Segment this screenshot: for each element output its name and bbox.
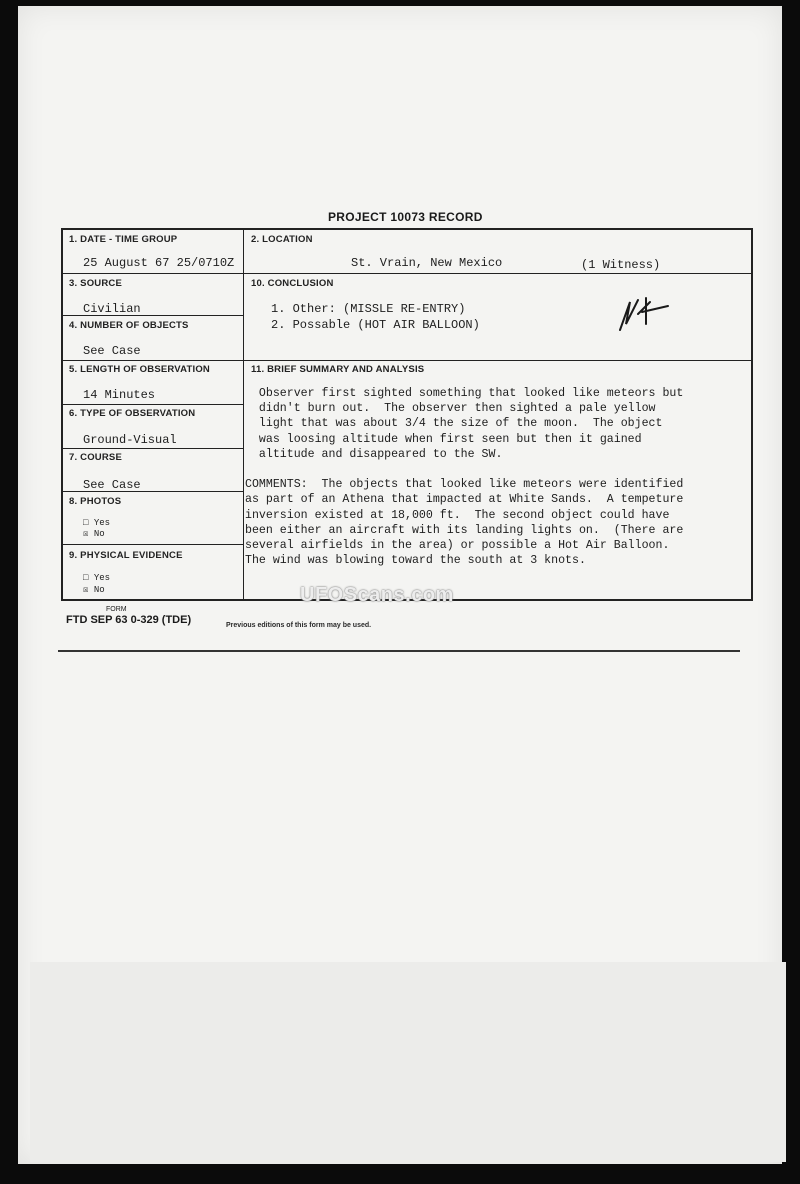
course-value: See Case [83,478,141,492]
witness-count: (1 Witness) [581,258,661,272]
form-identifier [66,606,192,626]
photos-no-checkbox: ☒ [83,529,89,539]
type-of-observation-label: 6. TYPE OF OBSERVATION [69,408,196,419]
location-value: St. Vrain, New Mexico [351,256,503,270]
evidence-no-checkbox: ☒ [83,585,89,595]
evidence-no-label: No [93,585,105,595]
divider-location [243,273,753,274]
evidence-yes-label: Yes [93,573,111,583]
reviewer-initials [616,294,676,334]
divider-8 [63,544,243,545]
summary-text: Observer first sighted something that looked like meteors but didn't burn out. The observer then sighted a pale yellow light that was about 3/4 the size of the moon. The object was loosing altitude when first seen but then it gained altitude and disappeared to the SW. COMMENTS: The objects that looked like meteors were identified as part of an Athena that impacted at White Sands. A tempeture inversion existed at 18,000 ft. The second object could have been either an aircraft with its landing lights on. (There are several airfields in the area) or possible a Hot Air Balloon. The wind was blowing toward the south at 3 knots. [245,387,684,568]
number-of-objects-label: 4. NUMBER OF OBJECTS [69,320,189,331]
evidence-no-option [83,585,105,595]
photos-yes-option [83,518,110,528]
divider-4 [63,360,243,361]
photos-no-label: No [93,529,105,539]
conclusion-line-1: 1. Other: (MISSLE RE-ENTRY) [271,302,466,316]
bottom-rule [58,650,740,652]
evidence-yes-option [83,573,110,583]
photos-label: 8. PHOTOS [69,496,122,507]
watermark: UFOScans.com [300,584,454,606]
location-label: 2. LOCATION [251,234,313,245]
summary-label: 11. BRIEF SUMMARY AND ANALYSIS [251,364,425,375]
photos-no-option [83,529,105,539]
type-of-observation-value: Ground-Visual [83,433,177,447]
divider-conclusion [243,360,753,361]
page-shadow-area [30,962,786,1162]
photos-yes-label: Yes [93,518,111,528]
conclusion-line-2: 2. Possable (HOT AIR BALLOON) [271,318,480,332]
form-word: FORM [106,606,127,613]
divider-1 [63,273,243,274]
column-divider [243,230,244,601]
date-time-label: 1. DATE - TIME GROUP [69,234,178,245]
source-label: 3. SOURCE [69,278,123,289]
conclusion-label: 10. CONCLUSION [251,278,334,289]
photos-yes-checkbox: □ [83,518,89,528]
source-value: Civilian [83,302,141,316]
form-title: PROJECT 10073 RECORD [328,210,483,224]
divider-5 [63,404,243,405]
course-label: 7. COURSE [69,452,123,463]
number-of-objects-value: See Case [83,344,141,358]
divider-6 [63,448,243,449]
length-of-observation-label: 5. LENGTH OF OBSERVATION [69,364,210,375]
length-of-observation-value: 14 Minutes [83,388,156,402]
physical-evidence-label: 9. PHYSICAL EVIDENCE [69,550,183,561]
form-note: Previous editions of this form may be used. [226,622,372,629]
evidence-yes-checkbox: □ [83,573,89,583]
date-time-value: 25 August 67 25/0710Z [83,256,235,270]
form-id: FTD SEP 63 0-329 (TDE) [66,614,192,626]
